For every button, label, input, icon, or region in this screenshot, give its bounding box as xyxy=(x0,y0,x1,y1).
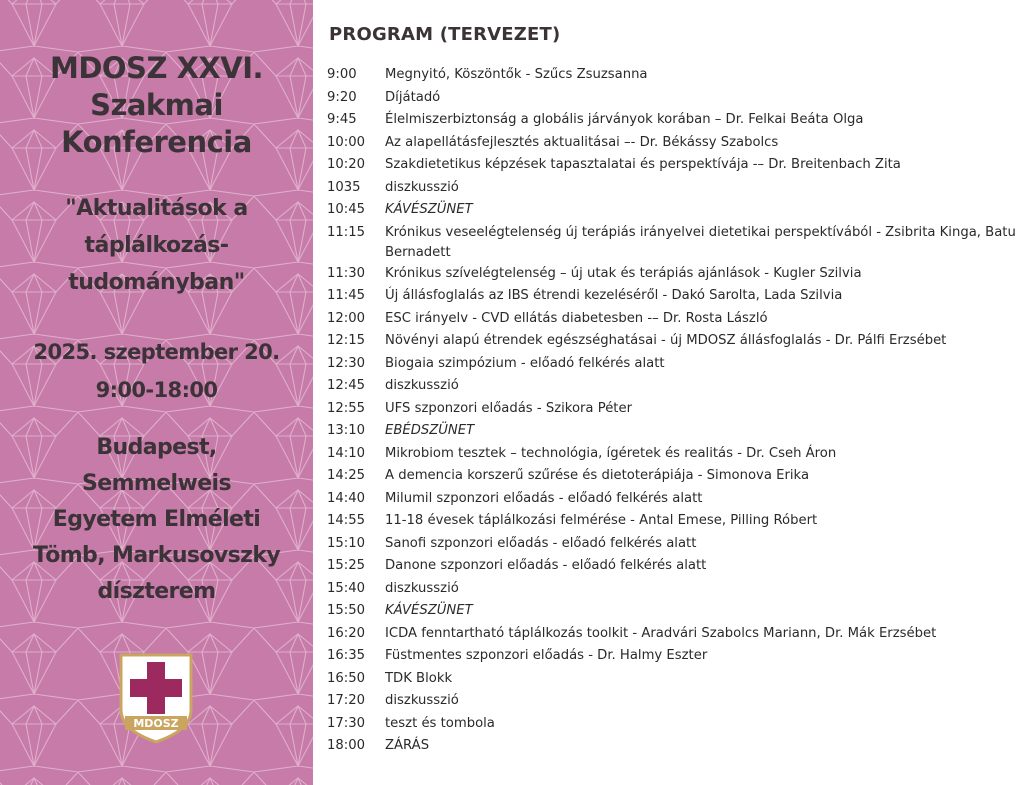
program-item-time: 12:00 xyxy=(327,310,366,326)
conference-date: 2025. szeptember 20. 9:00-18:00 xyxy=(33,340,280,402)
program-item-text: diszkusszió xyxy=(385,378,459,393)
program-item-text: Füstmentes szponzori előadás - Dr. Halmy Eszter xyxy=(385,648,708,663)
program-item xyxy=(327,645,1017,668)
program-item-time: 12:30 xyxy=(327,355,366,371)
program-item xyxy=(327,375,1017,398)
program-item-time: 11:30 xyxy=(327,265,366,281)
program-item-time: 14:10 xyxy=(327,445,366,461)
program-item-text: diszkusszió xyxy=(385,693,459,708)
program-item xyxy=(327,285,1017,308)
program-item xyxy=(327,263,1017,286)
program-item-text: Milumil szponzori előadás - előadó felkérés alatt xyxy=(385,490,703,506)
program-item-text: Növényi alapú étrendek egészséghatásai - új MDOSZ állásfoglalás - Dr. Pálfi Erzsébet xyxy=(385,333,947,348)
program-item-text: EBÉDSZÜNET xyxy=(385,423,475,438)
program-item-time: 10:00 xyxy=(327,134,366,150)
program-item-text: Új állásfoglalás az IBS étrendi kezeléséről - Dakó Sarolta, Lada Szilvia xyxy=(385,288,843,303)
program-item-time: 1035 xyxy=(327,179,361,195)
program-item-text: Megnyitó, Köszöntők - Szűcs Zsuzsanna xyxy=(385,67,648,82)
program-item xyxy=(327,555,1017,578)
program-item xyxy=(327,443,1017,466)
program-item-text: Az alapellátásfejlesztés aktualitásai –- Dr. Békássy Szabolcs xyxy=(385,134,779,150)
program-item-text: Díjátadó xyxy=(385,89,441,105)
program-item xyxy=(327,713,1017,736)
conference-venue: Budapest, Semmelweis Egyetem Elméleti Tömb, Markusovszky díszterem xyxy=(32,435,281,604)
program-item xyxy=(327,132,1017,155)
program-item-time: 15:40 xyxy=(327,580,366,596)
conference-subtitle: "Aktualitások a táplálkozás- tudományban" xyxy=(65,196,248,295)
program-item xyxy=(327,690,1017,713)
program-item-time: 11:45 xyxy=(327,288,366,303)
program-item xyxy=(327,420,1017,443)
program-item-time: 15:50 xyxy=(327,603,366,618)
program-item-time: 9:20 xyxy=(327,89,357,105)
program-item-time: 18:00 xyxy=(327,738,366,753)
program-item-time: 15:25 xyxy=(327,558,366,573)
program-item-text: ZÁRÁS xyxy=(385,738,430,753)
program-item xyxy=(327,623,1017,646)
program-item-time: 17:30 xyxy=(327,715,366,731)
program-item xyxy=(327,87,1017,110)
program-item-time: 15:10 xyxy=(327,535,366,551)
program-panel xyxy=(313,0,1024,785)
program-item-text: Élelmiszerbiztonság a globális járványok korában – Dr. Felkai Beáta Olga xyxy=(385,112,864,127)
program-item-time: 17:20 xyxy=(327,693,366,708)
program-item-time: 10:20 xyxy=(327,157,366,172)
program-item xyxy=(327,222,1017,263)
program-item xyxy=(327,177,1017,200)
program-item-text: KÁVÉSZÜNET xyxy=(385,202,473,217)
program-item xyxy=(327,64,1017,87)
program-item xyxy=(327,308,1017,331)
program-item xyxy=(327,668,1017,691)
program-item xyxy=(327,465,1017,488)
program-item-time: 11:15 xyxy=(327,224,366,240)
program-item xyxy=(327,600,1017,623)
program-item xyxy=(327,353,1017,376)
program-item-text: Danone szponzori előadás - előadó felkérés alatt xyxy=(385,558,707,573)
program-item-time: 16:35 xyxy=(327,648,366,663)
conference-title: MDOSZ XXVI. Szakmai Konferencia xyxy=(49,51,264,159)
program-item-text: diszkusszió xyxy=(385,179,459,195)
program-item-text: Sanofi szponzori előadás - előadó felkérés alatt xyxy=(385,535,697,551)
left-panel xyxy=(0,0,313,785)
program-list xyxy=(327,64,1017,758)
program-item xyxy=(327,533,1017,556)
mdosz-logo xyxy=(117,652,195,744)
program-item-time: 16:20 xyxy=(327,625,366,641)
program-item-time: 12:45 xyxy=(327,378,366,393)
program-item-time: 14:40 xyxy=(327,490,366,506)
program-item-text: Biogaia szimpózium - előadó felkérés alatt xyxy=(385,355,665,371)
program-item-text: Krónikus veseelégtelenség új terápiás irányelvei dietetikai perspektívából - Zsibrita Kinga, Batu Bernadett xyxy=(385,224,1016,260)
program-item xyxy=(327,330,1017,353)
program-item-text: ICDA fenntartható táplálkozás toolkit - Aradvári Szabolcs Mariann, Dr. Mák Erzsébet xyxy=(385,625,937,641)
program-item-text: ESC irányelv - CVD ellátás diabetesben -– Dr. Rosta László xyxy=(385,310,768,326)
program-item-text: KÁVÉSZÜNET xyxy=(385,603,473,618)
program-item-time: 9:00 xyxy=(327,67,357,82)
program-item-text: teszt és tombola xyxy=(385,715,495,731)
program-item-text: Mikrobiom tesztek – technológia, ígéretek és realitás - Dr. Cseh Áron xyxy=(385,445,837,461)
program-item-text: TDK Blokk xyxy=(385,670,453,686)
program-item-text: A demencia korszerű szűrése és dietoterápiája - Simonova Erika xyxy=(385,468,810,483)
program-item-time: 12:15 xyxy=(327,333,366,348)
program-item-text: 11-18 évesek táplálkozási felmérése - Antal Emese, Pilling Róbert xyxy=(385,513,818,528)
program-item xyxy=(327,398,1017,421)
program-item-time: 12:55 xyxy=(327,400,366,416)
program-item xyxy=(327,735,1017,758)
program-item-text: UFS szponzori előadás - Szikora Péter xyxy=(385,400,633,416)
program-item-time: 14:55 xyxy=(327,513,366,528)
program-item xyxy=(327,109,1017,132)
program-item-time: 16:50 xyxy=(327,670,366,686)
program-item xyxy=(327,510,1017,533)
program-item-text: Szakdietetikus képzések tapasztalatai és perspektívája -– Dr. Breitenbach Zita xyxy=(385,157,901,172)
program-item xyxy=(327,578,1017,601)
program-title: PROGRAM (TERVEZET) xyxy=(329,24,561,45)
program-item xyxy=(327,154,1017,177)
logo-text: MDOSZ xyxy=(133,717,179,730)
program-item xyxy=(327,199,1017,222)
program-item-text: Krónikus szívelégtelenség – új utak és terápiás ajánlások - Kugler Szilvia xyxy=(385,265,862,281)
program-item-time: 13:10 xyxy=(327,423,366,438)
program-item-time: 14:25 xyxy=(327,468,366,483)
program-item-text: diszkusszió xyxy=(385,580,459,596)
program-item-time: 9:45 xyxy=(327,112,357,127)
program-item-time: 10:45 xyxy=(327,202,366,217)
program-item xyxy=(327,488,1017,511)
